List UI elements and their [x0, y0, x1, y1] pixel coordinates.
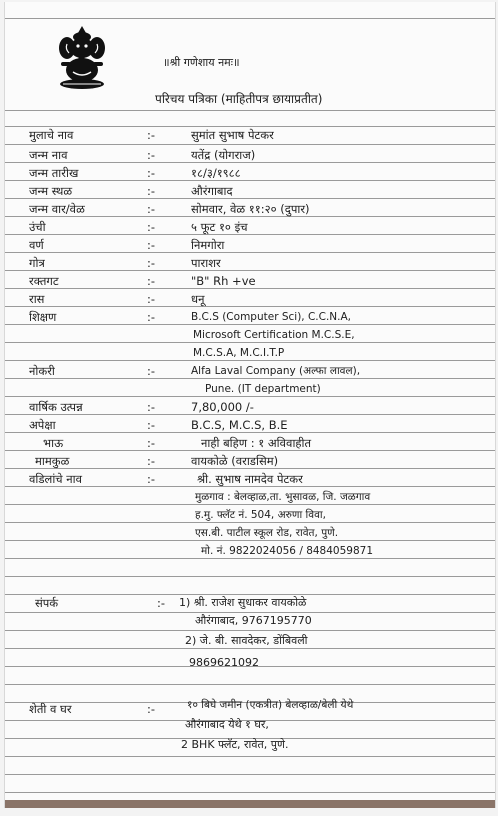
ruled-line: [5, 360, 495, 361]
ruled-line: [5, 504, 495, 505]
field-value-continued: 2 BHK फ्लॅट, रावेत, पुणे.: [181, 738, 289, 751]
field-label: वर्ण: [29, 238, 44, 252]
ruled-line: [5, 144, 495, 145]
field-value: पाराशर: [191, 256, 221, 270]
field-value: धनू: [191, 292, 205, 306]
field-separator: :-: [147, 472, 156, 486]
ruled-line: [5, 396, 495, 397]
ruled-line: [5, 756, 495, 757]
field-separator: :-: [147, 274, 156, 288]
field-label: जन्म वार/वेळ: [29, 202, 85, 216]
field-label: गोत्र: [29, 256, 45, 270]
field-label: शेती व घर: [29, 702, 72, 716]
field-separator: :-: [147, 148, 156, 162]
field-value: औरंगाबाद: [191, 184, 233, 198]
field-label: भाऊ: [43, 436, 64, 450]
field-label: मामकुळ: [35, 454, 70, 468]
ruled-line: [5, 432, 495, 433]
field-label: रक्तगट: [29, 274, 59, 288]
field-separator: :-: [147, 454, 156, 468]
ruled-line: [5, 306, 495, 307]
field-separator: :-: [147, 166, 156, 180]
field-value-continued: औरंगाबाद, 9767195770: [195, 614, 312, 627]
field-value: सोमवार, वेळ ११:२० (दुपार): [191, 202, 310, 216]
field-label: जन्म तारीख: [29, 166, 79, 180]
ruled-line: [5, 324, 495, 325]
field-value: नाही बहिण : १ अविवाहीत: [201, 436, 312, 450]
field-value: B.C.S (Computer Sci), C.C.N.A,: [191, 311, 352, 323]
field-separator: :-: [147, 400, 156, 414]
ruled-line: [5, 774, 495, 775]
ruled-line: [5, 558, 495, 559]
ruled-line: [5, 522, 495, 523]
field-value-continued: Microsoft Certification M.C.S.E,: [193, 329, 355, 341]
field-label: वडिलांचे नाव: [29, 472, 83, 486]
invocation-text: ॥श्री गणेशाय नमः॥: [163, 56, 240, 69]
ruled-line: [5, 792, 495, 793]
ruled-line: [5, 180, 495, 181]
field-label: अपेक्षा: [29, 418, 56, 432]
field-separator: :-: [147, 436, 156, 450]
field-separator: :-: [147, 220, 156, 234]
field-value-continued: मो. नं. 9822024056 / 8484059871: [201, 545, 373, 557]
field-value-continued: Pune. (IT department): [205, 383, 321, 395]
field-value: १८/३/१९८८: [191, 166, 241, 180]
field-separator: :-: [147, 418, 156, 432]
ruled-line: [5, 234, 495, 235]
ruled-line: [5, 342, 495, 343]
bottom-edge: [5, 800, 495, 808]
ruled-line: [5, 594, 495, 595]
ruled-line: [5, 468, 495, 469]
ganesha-icon: [53, 24, 111, 90]
field-value-continued: एस.बी. पाटील स्कूल रोड, रावेत, पुणे.: [195, 527, 339, 539]
field-value-continued: M.C.S.A, M.C.I.T.P: [193, 347, 285, 359]
field-label: संपर्क: [35, 596, 59, 610]
field-value: ५ फूट १० इंच: [191, 220, 248, 234]
ruled-line: [5, 198, 495, 199]
ruled-line: [5, 126, 495, 127]
ruled-line: [5, 252, 495, 253]
field-value-continued: 2) जे. बी. सावदेकर, डोंबिवली: [185, 634, 308, 647]
document-sheet: [4, 2, 496, 808]
ruled-line: [5, 486, 495, 487]
field-label: शिक्षण: [29, 310, 57, 324]
ruled-line: [5, 110, 495, 111]
ruled-line: [5, 18, 495, 19]
ruled-line: [5, 450, 495, 451]
ruled-line: [5, 414, 495, 415]
field-value: "B" Rh +ve: [191, 274, 256, 288]
ruled-line: [5, 288, 495, 289]
field-separator: :-: [147, 292, 156, 306]
field-value: यतेंद्र (योगराज): [191, 148, 256, 162]
field-value-continued: ह.मु. फ्लॅट नं. 504, अरुणा विवा,: [195, 509, 326, 521]
field-label: जन्म नाव: [29, 148, 68, 162]
field-separator: :-: [157, 596, 166, 610]
ruled-line: [5, 684, 495, 685]
field-separator: :-: [147, 364, 156, 378]
ruled-line: [5, 162, 495, 163]
field-value: सुमांत सुभाष पेटकर: [191, 128, 274, 142]
field-value: Alfa Laval Company (अल्फा लावल),: [191, 365, 361, 377]
field-value-continued: 9869621092: [189, 656, 259, 669]
field-value: निमगोरा: [191, 238, 225, 252]
ruled-line: [5, 576, 495, 577]
field-value: वायकोळे (वराडसिम): [191, 454, 279, 468]
field-value-continued: औरंगाबाद येथे १ घर,: [185, 718, 269, 731]
field-separator: :-: [147, 310, 156, 324]
field-label: जन्म स्थळ: [29, 184, 73, 198]
field-separator: :-: [147, 128, 156, 142]
field-separator: :-: [147, 238, 156, 252]
document-title: परिचय पत्रिका (माहितीपत्र छायाप्रतीत): [155, 92, 323, 106]
field-label: उंची: [29, 220, 46, 234]
field-separator: :-: [147, 256, 156, 270]
ruled-line: [5, 270, 495, 271]
field-separator: :-: [147, 184, 156, 198]
field-label: रास: [29, 292, 45, 306]
field-label: मुलाचे नाव: [29, 128, 74, 142]
ruled-line: [5, 378, 495, 379]
field-label: नोकरी: [29, 364, 55, 378]
ruled-line: [5, 630, 495, 631]
field-value: B.C.S, M.C.S, B.E: [191, 418, 288, 432]
ruled-line: [5, 612, 495, 613]
field-value: श्री. सुभाष नामदेव पेटकर: [197, 472, 303, 486]
field-value: 7,80,000 /-: [191, 400, 254, 414]
ruled-line: [5, 216, 495, 217]
ruled-line: [5, 648, 495, 649]
field-value: १० बिघे जमीन (एकत्रीत) बेलव्हाळ/बेली येथे: [187, 699, 354, 711]
ruled-line: [5, 540, 495, 541]
field-value: 1) श्री. राजेश सुधाकर वायकोळे: [179, 596, 307, 609]
field-value-continued: मुळगाव : बेलव्हाळ,ता. भुसावळ, जि. जळगाव: [195, 491, 371, 503]
field-label: वार्षिक उत्पन्न: [29, 400, 83, 414]
field-separator: :-: [147, 702, 156, 716]
field-separator: :-: [147, 202, 156, 216]
